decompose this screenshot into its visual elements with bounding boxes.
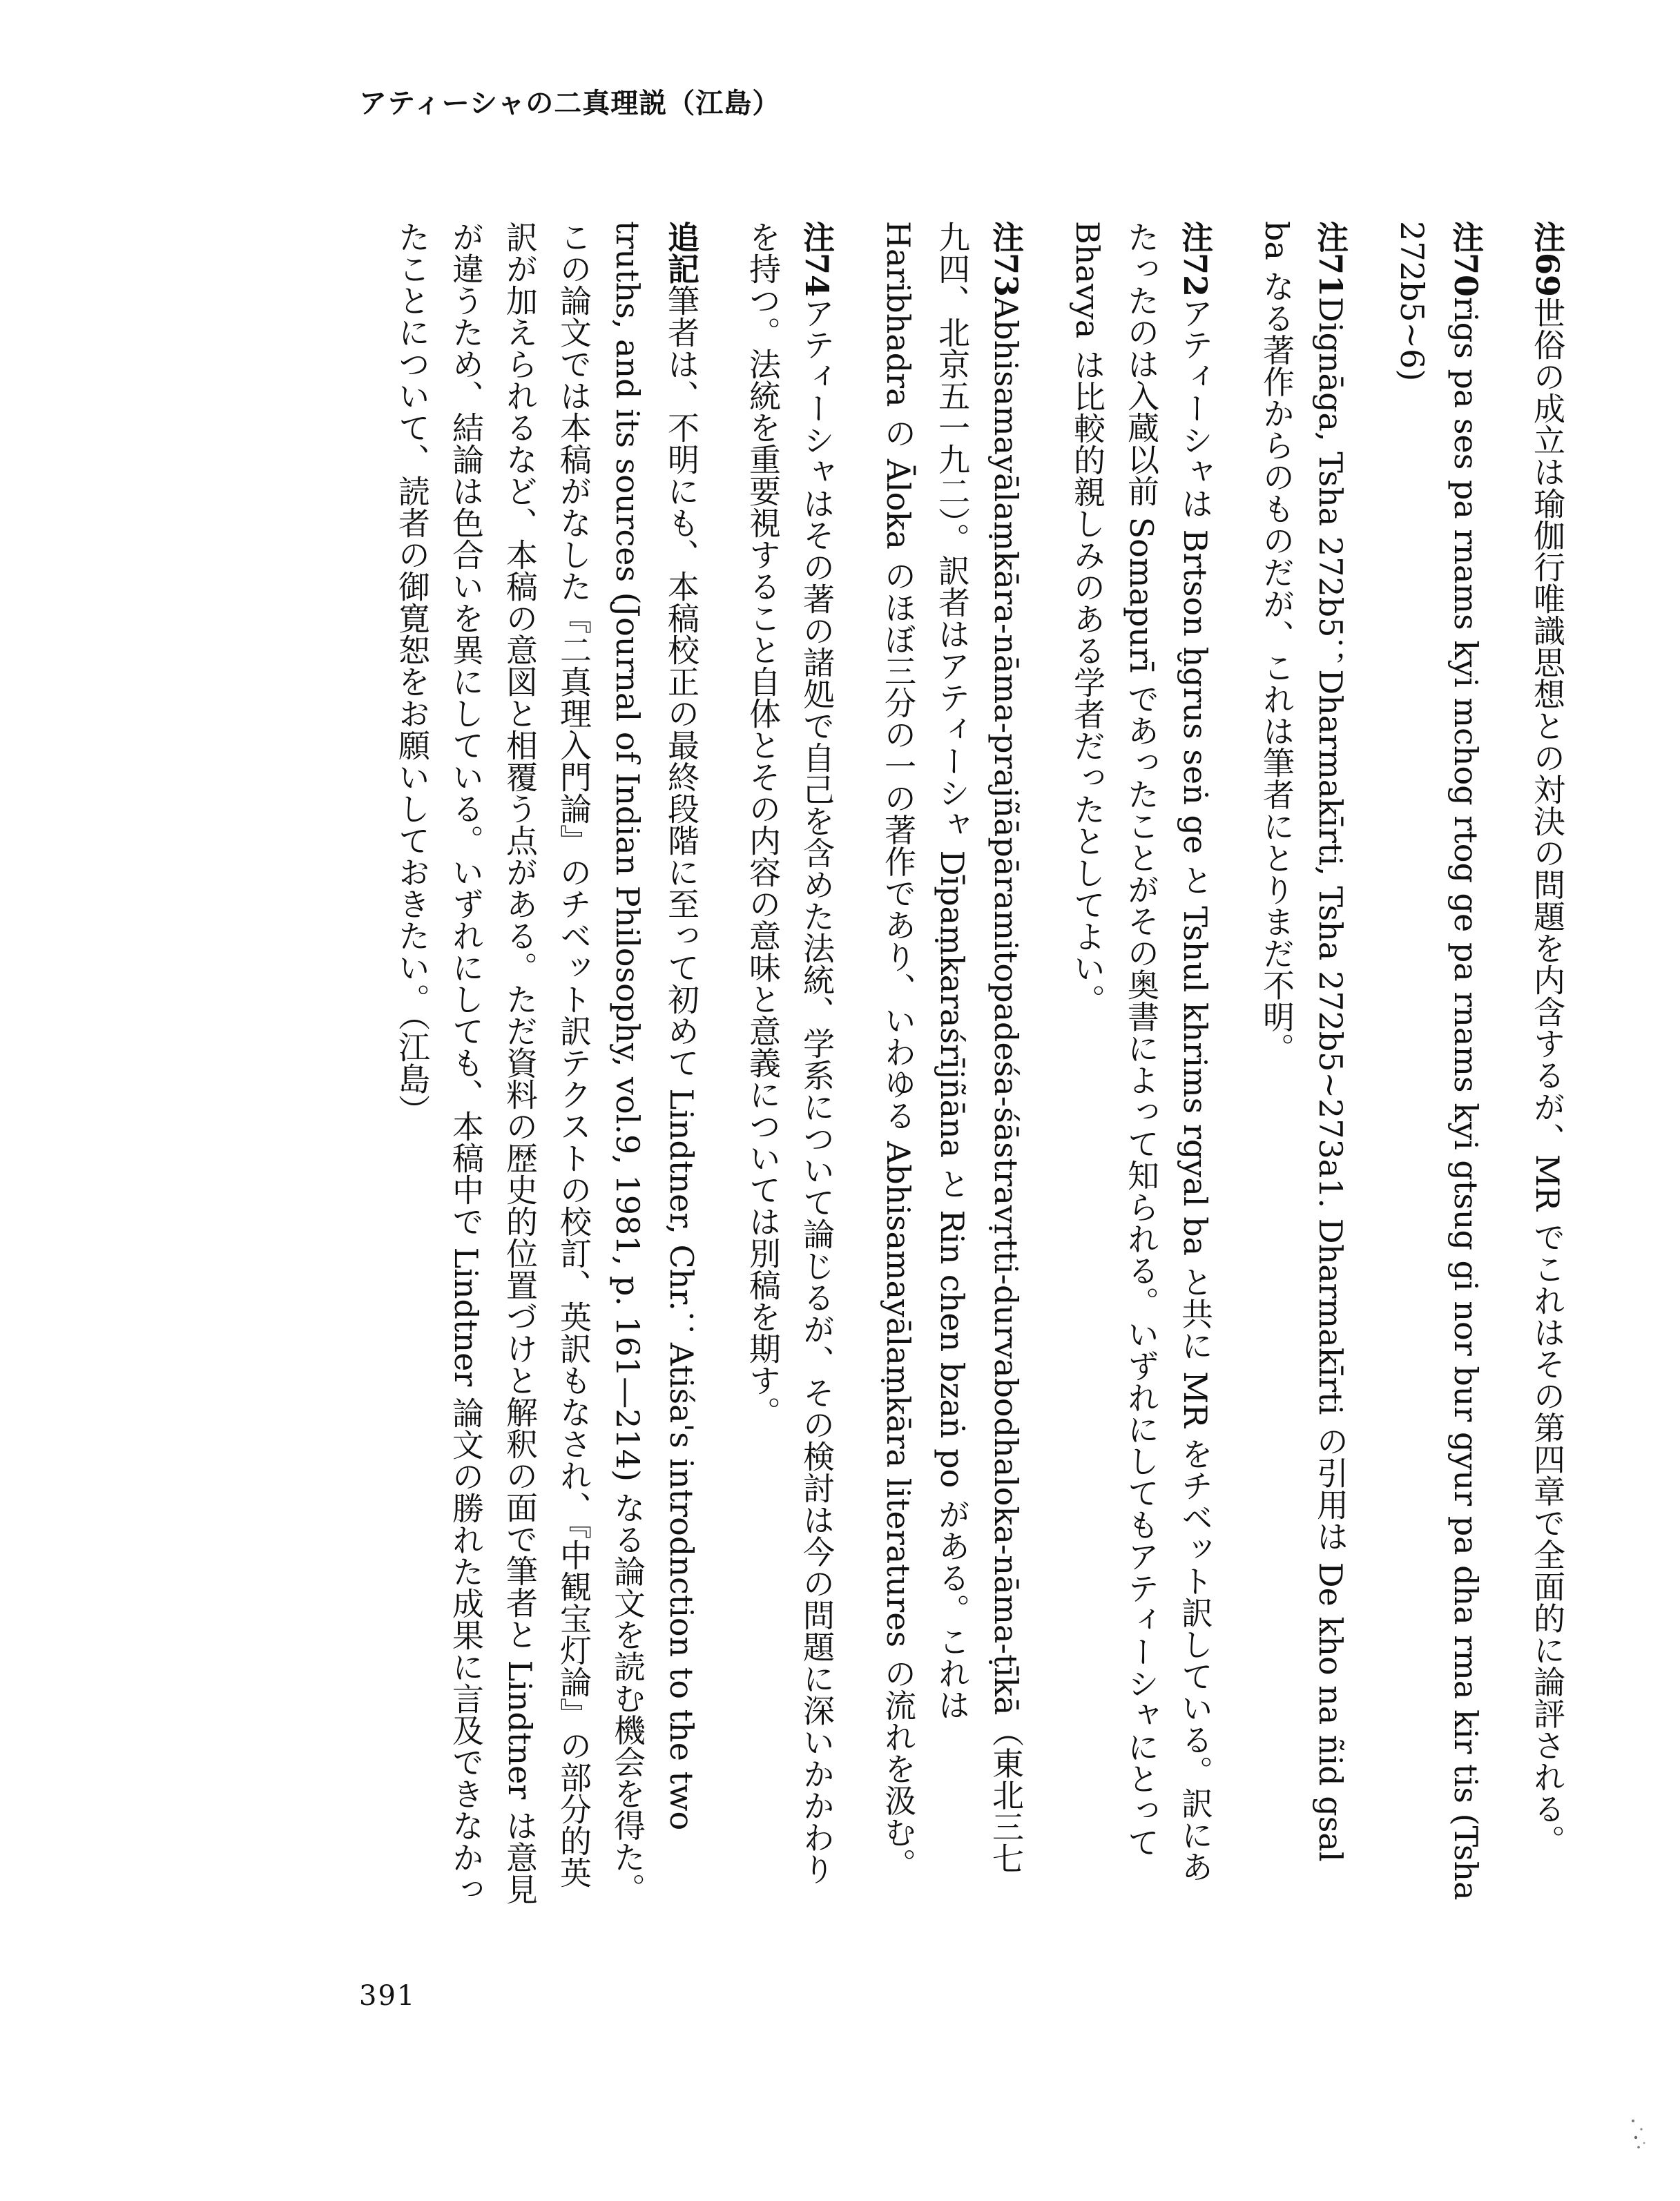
note-text: アティーシャは Brtson ḫgrus seṅ ge と Tshul khrims rgyal ba と共に MR をチベット訳している。訳にあたったのは入蔵以前 Somapurī であったことがその奥書によって知られる。いずれにしてもアティーシャにとって Bhavya は比較的親しみのある学者だったとしてよい。 <box>1069 221 1214 1883</box>
note-label: 注74 <box>798 221 836 298</box>
note-text: rigs pa ses pa rnams kyi mchog rtog ge pa rnams kyi gtsug gi nor bur gyur pa dha rma kir tis (Tsha 272b5~6) <box>1393 221 1485 1901</box>
note-72 <box>1061 221 1222 1906</box>
note-label: 注70 <box>1447 221 1485 298</box>
note-70 <box>1385 221 1493 1906</box>
page-number: 391 <box>359 1980 416 2012</box>
notes-section <box>387 221 1574 1906</box>
note-text: Dignāga, Tsha 272b5；Dharmakīrti, Tsha 272b5~273a1. Dharmakīrti の引用は De kho na ñid gsal ba なる著作からのものだが、これは筆者にとりまだ不明。 <box>1258 221 1349 1862</box>
note-label: 注72 <box>1177 221 1214 298</box>
note-69 <box>1520 221 1574 1906</box>
note-label: 注69 <box>1529 221 1566 298</box>
note-label: 注73 <box>987 221 1025 298</box>
scan-speckle <box>1625 2111 1652 2153</box>
postscript-label: 追記 <box>663 221 700 284</box>
note-text: アティーシャはその著の諸処で自己を含めた法統、学系について論じるが、その検討は今の問題に深いかかわりを持つ。法統を重要視すること自体とその内容の意味と意義については別稿を期す。 <box>744 221 836 1885</box>
note-text: Abhisamayālaṃkāra-nāma-prajñāpāramitopadeśa-śāstravṛtti-durvabodhaloka-nāma-ṭīkā（東北三七九四、北京五一九二）。訳者はアティーシャ Dīpaṃkaraśrījñāna と Rin chen bzaṅ po がある。これは Haribhadra の Āloka のほぼ三分の一の著作であり、いわゆる Abhisamayālaṃkāra literatures の流れを汲む。 <box>880 221 1025 1880</box>
note-73 <box>871 221 1033 1906</box>
note-text: 世俗の成立は瑜伽行唯識思想との対決の問題を内含するが、MR でこれはその第四章で全面的に論評される。 <box>1529 297 1566 1856</box>
note-label: 注71 <box>1312 221 1349 298</box>
running-header: アティーシャの二真理説（江島） <box>359 87 781 119</box>
postscript-text: 筆者は、不明にも、本稿校正の最終段階に至って初めて Lindtner, Chr.：Atiśa's introdnction to the two truths, and its sources (Journal of Indian Philosophy, vol.9, 1981, p. 161—214) なる論文を読む機会を得た。この論文では本稿がなした『二真理入門論』のチベット訳テクストの校訂、英訳もなされ、『中観宝灯論』の部分的英訳が加えられるなど、本稿の意図と相覆う点がある。ただ資料の歴史的位置づけと解釈の面で筆者と Lindtner は意見が違うため、結論は色合いを異にしている。いずれにしても、本稿中で Lindtner 論文の勝れた成果に言及できなかったことについて、読者の御寛恕をお願いしておきたい。（江島） <box>394 221 700 1905</box>
note-71 <box>1250 221 1358 1906</box>
note-74 <box>736 221 844 1906</box>
postscript <box>387 221 708 1906</box>
